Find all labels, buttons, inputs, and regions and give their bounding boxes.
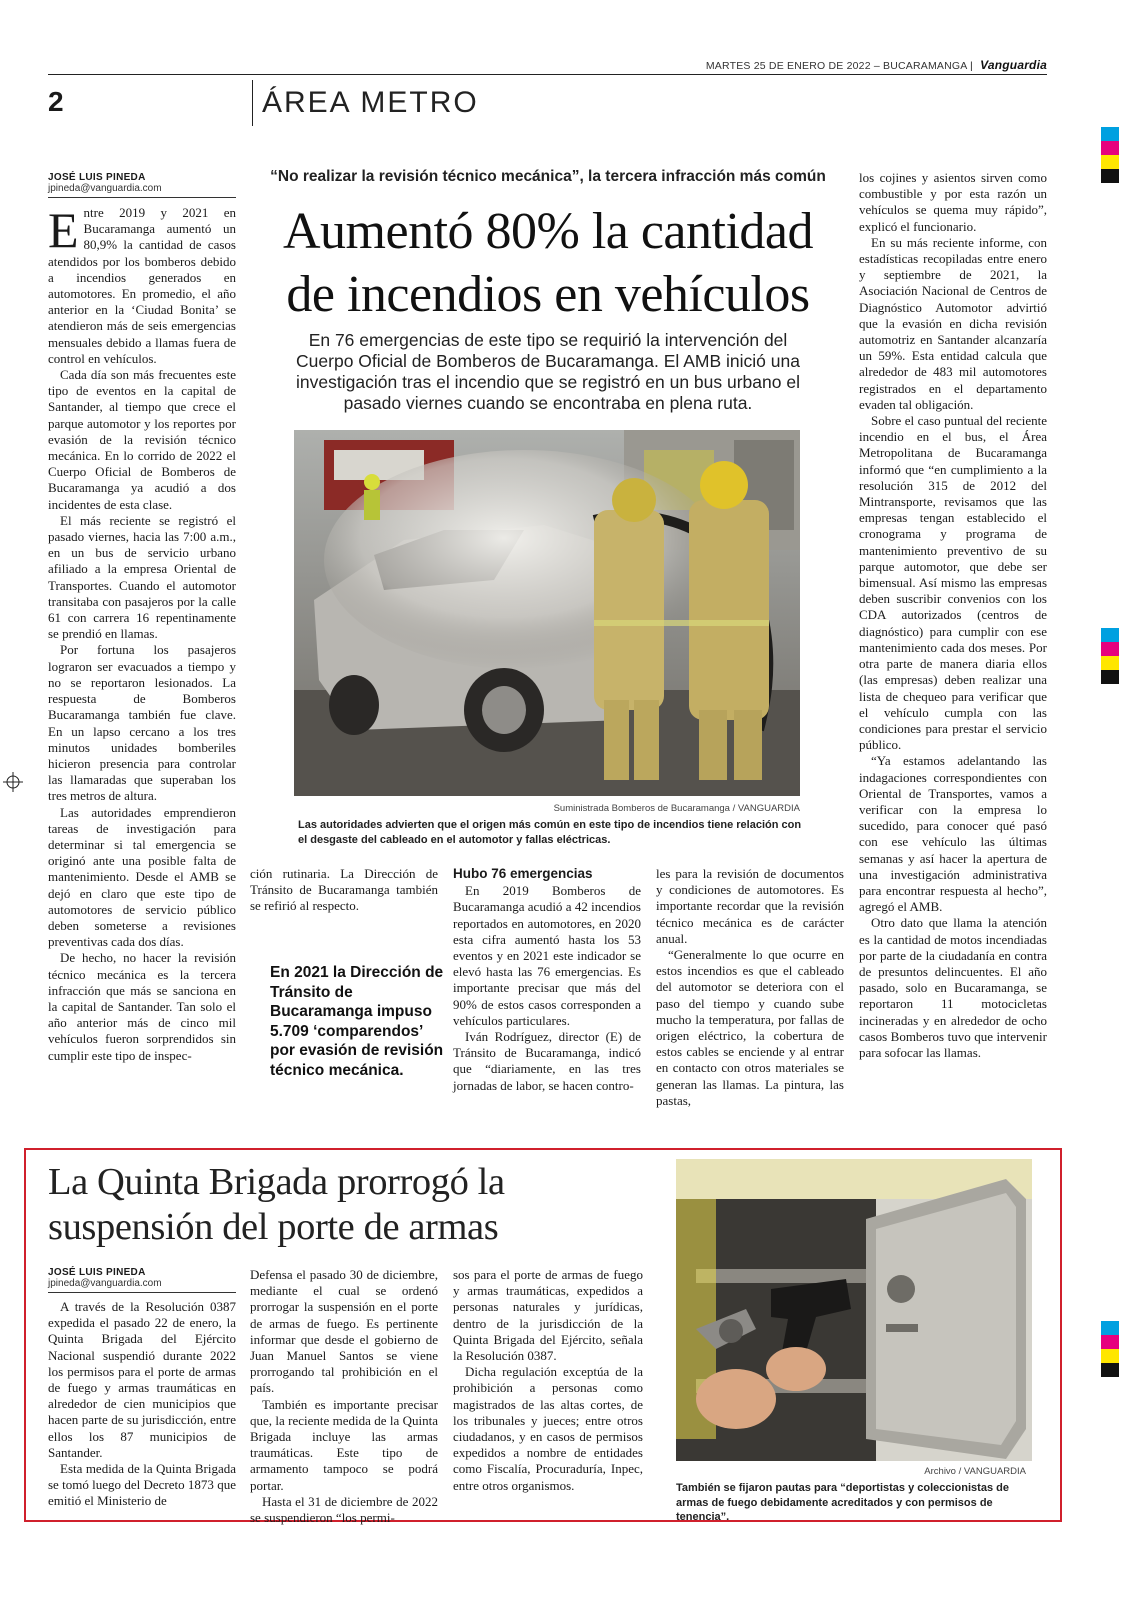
second-story-column-1 xyxy=(48,1299,236,1515)
article-paragraph: sos para el porte de armas de fuego y armas traumáticas, expedidos a personas naturales y jurídicas, dentro de la jurisdicción de la Quinta Brigada del Ejército, señala la Resolución 0387. xyxy=(453,1267,643,1364)
article-column-2 xyxy=(250,866,438,926)
byline-author: JOSÉ LUIS PINEDA xyxy=(48,172,146,183)
byline-author: JOSÉ LUIS PINEDA xyxy=(48,1267,146,1278)
car-fire-photo xyxy=(294,430,800,796)
subheading: Hubo 76 emergencias xyxy=(453,866,593,881)
article-paragraph: Otro dato que llama la atención es la cantidad de motos incendiadas por parte de la ciudadanía en contra de presuntos delincuentes. El año pasado, solo en Bucaramanga, se reportaron 11 motocicletas incineradas y en alrededor de ocho casos Bomberos tuvo que intervenir para sofocar las llamas. xyxy=(859,915,1047,1060)
article-paragraph: Defensa el pasado 30 de diciembre, mediante el cual se ordenó prorrogar la suspensión en el porte de armas de fuego. Es pertinente informar que desde el gobierno de Juan Manuel Santos se viene prorrogando tal prohibición en el país. xyxy=(250,1267,438,1396)
color-registration-mark xyxy=(1101,1321,1119,1377)
article-paragraph: Hasta el 31 de diciembre de 2022 se suspendieron “los permi- xyxy=(250,1493,438,1526)
section-title: ÁREA METRO xyxy=(262,86,479,119)
article-column-1 xyxy=(48,202,236,1117)
article-paragraph: “Ya estamos adelantando las indagaciones correspondientes con Oriental de Transportes, vamos a verificar con la empresa lo sucedido, para conocer qué pasó con ese vehículo las últimas semanas y así hacer la apertura de una investigación administrativa para encontrar respuesta al hecho”, agregó el AMB. xyxy=(859,753,1047,915)
article-paragraph: El más reciente se registró el pasado viernes, hacia las 7:00 a.m., en un bus de servicio urbano afiliado a la empresa Oriental de Transportes. Cuando el automotor transitaba con pasajeros por la calle 61 con carrera 16 repentinamente se prendió en llamas. xyxy=(48,512,236,642)
photo-caption: Las autoridades advierten que el origen más común en este tipo de incendios tiene relación con el desgaste del cableado en el automotor y fallas eléctricas. xyxy=(298,819,802,846)
byline xyxy=(48,172,236,198)
color-registration-mark xyxy=(1101,628,1119,684)
second-story-column-2 xyxy=(250,1267,438,1526)
article-paragraph: Sobre el caso puntual del reciente incendio en el bus, el Área Metropolitana de Bucaramanga informó que “en cumplimiento a la resolución 315 de 2012 del Mintransporte, revisamos que las empresas tengan establecido el cronograma y programa de mantenimiento preventivo de su parque automotor, que debe ser bimensual. Así mismo las empresas deben suscribir convenios con los CDA autorizados (centros de diagnóstico) para cumplir con ese mantenimiento cada dos meses. Por otra parte de manera diaria ellos (las empresas) deben realizar una lista de chequeo para verificar que el vehículo cumpla con las condiciones para prestar el servicio público. xyxy=(859,413,1047,753)
paragraph-text: ntre 2019 y 2021 en Bucaramanga aumentó un 80,9% la cantidad de casos atendidos por los bomberos debido a incendios generados en automotores. En promedio, el año anterior en la ‘Ciudad Bonita’ se atendieron más de seis emergencias mensuales debido a llamas fuera de control en vehículos. xyxy=(48,205,236,366)
color-registration-mark xyxy=(1101,127,1119,183)
article-paragraph xyxy=(48,202,236,367)
article-headline: Aumentó 80% la cantidad de incendios en vehículos xyxy=(282,203,813,323)
article-column-5 xyxy=(859,170,1047,1118)
article-paragraph: ción rutinaria. La Dirección de Tránsito de Bucaramanga también se refirió al respecto. xyxy=(250,866,438,914)
article-paragraph: También es importante precisar que, la reciente medida de la Quinta Brigada incluye las armas traumáticas. Este tipo de armamento tampoco se podrá portar. xyxy=(250,1396,438,1493)
article-deck: En 76 emergencias de este tipo se requirió la intervención del Cuerpo Oficial de Bomberos de Bucaramanga. El AMB inició una investigación tras el incendio que se registró en un bus urbano el pasado viernes cuando se encontraba en plena ruta. xyxy=(296,330,800,413)
article-paragraph: “Generalmente lo que ocurre en estos incendios es que el cableado del automotor se deteriora con el paso del tiempo y cuando sube mucho la temperatura, por fallas de origen eléctrico, la cobertura de estos cables se enciende y al entrar en contacto con otros materiales se generan las llamas. La pintura, las pastas, xyxy=(656,947,844,1108)
header-rule xyxy=(48,74,1047,75)
crosshair-registration-icon xyxy=(3,772,23,792)
brand-logo: Vanguardia xyxy=(980,58,1047,72)
article-paragraph: los cojines y asientos sirven como combustible y por esta razón un vehículos se quema muy rápido”, explicó el funcionario. xyxy=(859,170,1047,234)
article-column-3 xyxy=(453,866,641,1118)
article-paragraph: En su más reciente informe, con estadísticas recopiladas entre enero y septiembre de 2021, la Asociación Nacional de Centros de Diagnóstico Automotor advirtió que la evasión en dicha revisión automotriz en Santander alcanzaría un 59%. Esta entidad calcula que alrededor de 483 mil automotores registrados en el departamento evaden tal obligación. xyxy=(859,234,1047,412)
article-paragraph: Por fortuna los pasajeros lograron ser evacuados a tiempo y no se reportaron lesionados. La respuesta de Bomberos Bucaramanga también fue clave. En un lapso cercano a los tres minutos unidades bomberiles hicieron presencia para controlar las llamaradas que superaban los tres metros de altura. xyxy=(48,642,236,804)
article-paragraph: En 2019 Bomberos de Bucaramanga acudió a 42 incendios reportados en automotores, en 2020 esta cifra aumentó hasta los 53 eventos y en 2021 este indicador se elevó hasta las 76 emergencias. Es importante precisar que más del 90% de estos casos corresponden a vehículos particulares. xyxy=(453,883,641,1028)
article-paragraph: Esta medida de la Quinta Brigada se tomó luego del Decreto 1873 que emitió el Ministerio de xyxy=(48,1461,236,1509)
header-divider xyxy=(252,80,253,126)
byline-rule xyxy=(48,197,236,198)
article-kicker: “No realizar la revisión técnico mecánica”, la tercera infracción más común xyxy=(270,168,826,185)
photo-caption: También se fijaron pautas para “deportistas y coleccionistas de armas de fuego debidamente acreditados y con permisos de tenencia”. xyxy=(676,1482,1009,1523)
article-paragraph: Las autoridades emprendieron tareas de investigación para determinar si tal emergencia se originó ante una posible falta de mantenimiento. Desde el AMB se dejó en claro que este tipo de automotores de servicio público deben someterse a revisiones preventivas cada dos días. xyxy=(48,804,236,950)
byline-email[interactable]: jpineda@vanguardia.com xyxy=(48,1278,162,1289)
drop-cap: E xyxy=(48,202,79,258)
article-paragraph: A través de la Resolución 0387 expedida el pasado 22 de enero, la Quinta Brigada del Ejército Nacional suspendió durante 2022 los permisos para el porte de armas de fuego y armas traumáticas en alrededor de cien municipios que hacen parte de su jurisdicción, entre ellos los 87 municipios de Santander. xyxy=(48,1299,236,1460)
pull-quote: En 2021 la Dirección de Tránsito de Bucaramanga impuso 5.709 ‘comparendos’ por evasión de revisión técnico mecánica. xyxy=(270,964,444,1079)
second-byline xyxy=(48,1267,236,1293)
article-column-4 xyxy=(656,866,844,1118)
weapons-safe-photo xyxy=(676,1159,1032,1461)
article-paragraph: Cada día son más frecuentes este tipo de eventos en la capital de Santander, al tiempo que crece el parque automotor y los reportes por evasión de la revisión técnico mecánica. En lo corrido de 2022 el Cuerpo Oficial de Bomberos de Bucaramanga ya acudió a dos incidentes de esta clase. xyxy=(48,367,236,512)
article-paragraph: De hecho, no hacer la revisión técnico mecánica es la tercera infracción que más se sanciona en la capital de Santander. Tan solo el año anterior más de cinco mil vehículos fueron sorprendidos sin cumplir este tipo de inspec- xyxy=(48,950,236,1063)
article-paragraph: les para la revisión de documentos y condiciones de automotores. Es importante recordar que la revisión técnico mecánica es de carácter anual. xyxy=(656,866,844,946)
article-paragraph: Dicha regulación exceptúa de la prohibición a personas como magistrados de las altas cortes, de los tribunales y jueces; entre otros ciudadanos, y en casos de permisos expedidos a nombre de entidades como Fiscalía, Procuraduría, Inpec, entre otros organismos. xyxy=(453,1364,643,1493)
byline-rule xyxy=(48,1292,236,1293)
photo-credit: Archivo / VANGUARDIA xyxy=(924,1466,1026,1477)
byline-email[interactable]: jpineda@vanguardia.com xyxy=(48,183,162,194)
dateline: MARTES 25 DE ENERO DE 2022 – BUCARAMANGA | Vanguardia xyxy=(705,58,1047,72)
dateline-text: MARTES 25 DE ENERO DE 2022 – BUCARAMANGA xyxy=(705,60,967,72)
article-paragraph: Iván Rodríguez, director (E) de Tránsito de Bucaramanga, indicó que “diariamente, en las tres jornadas de labor, se hacen contro- xyxy=(453,1029,641,1093)
second-story-column-3 xyxy=(453,1267,643,1515)
page-number: 2 xyxy=(48,86,64,117)
photo-credit: Suministrada Bomberos de Bucaramanga / VANGUARDIA xyxy=(553,803,800,814)
second-story-headline: La Quinta Brigada prorrogó la suspensión del porte de armas xyxy=(48,1161,505,1248)
